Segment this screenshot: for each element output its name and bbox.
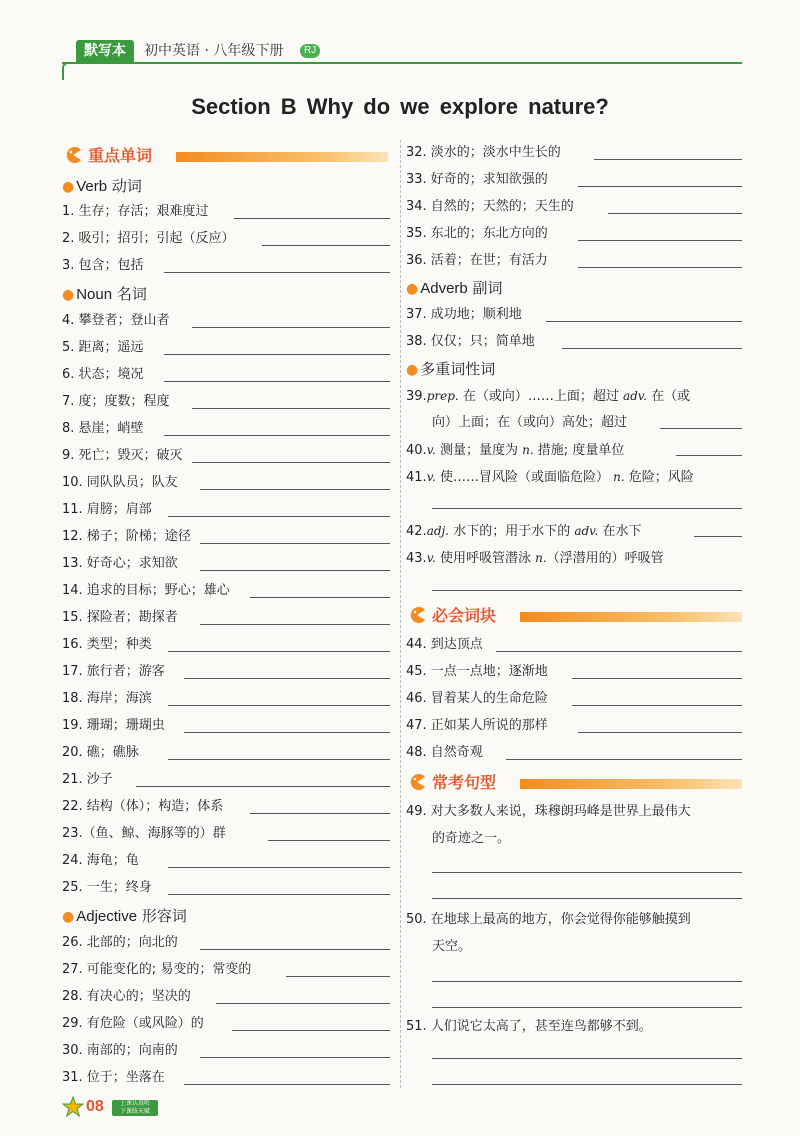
list-item: 2. 吸引；招引；引起（反应）: [62, 229, 390, 251]
subsection-multi: ● 多重词性词: [406, 360, 496, 378]
list-item: 31. 位于；坐落在: [62, 1068, 390, 1090]
answer-blank[interactable]: [578, 267, 742, 268]
answer-blank[interactable]: [432, 1007, 742, 1008]
answer-blank[interactable]: [232, 1030, 390, 1031]
list-item: 11. 肩膀；肩部: [62, 500, 390, 522]
item-51: 51. 人们说它太高了，甚至连鸟都够不到。: [406, 1019, 652, 1034]
answer-blank[interactable]: [168, 894, 390, 895]
item-43: 43.v. 使用呼吸管潜泳 n.（浮潜用的）呼吸管: [406, 551, 664, 566]
item-42: 42.adj. 水下的；用于水下的 adv. 在水下: [406, 524, 642, 539]
answer-blank[interactable]: [432, 1084, 742, 1085]
list-item: 48. 自然奇观: [406, 743, 742, 765]
list-item: 10. 同队队员；队友: [62, 473, 390, 495]
list-item: 12. 梯子；阶梯；途径: [62, 527, 390, 549]
answer-blank[interactable]: [164, 354, 390, 355]
list-item: 16. 类型；种类: [62, 635, 390, 657]
answer-blank[interactable]: [694, 536, 742, 537]
answer-blank[interactable]: [192, 462, 390, 463]
section-phrases: [408, 604, 742, 628]
list-item: 46. 冒着某人的生命危险: [406, 689, 742, 711]
list-item: 30. 南部的；向南的: [62, 1041, 390, 1063]
list-item: 14. 追求的目标；野心；雄心: [62, 581, 390, 603]
answer-blank[interactable]: [268, 840, 390, 841]
answer-blank[interactable]: [192, 327, 390, 328]
list-item: 4. 攀登者；登山者: [62, 311, 390, 333]
column-divider: [400, 140, 401, 1088]
answer-blank[interactable]: [136, 786, 390, 787]
list-item: 21. 沙子: [62, 770, 390, 792]
answer-blank[interactable]: [572, 678, 742, 679]
answer-blank[interactable]: [432, 1058, 742, 1059]
page-number: 08: [86, 1098, 104, 1115]
list-item: 23.（鱼、鲸、海豚等的）群: [62, 824, 390, 846]
answer-blank[interactable]: [432, 981, 742, 982]
list-item: 37. 成功地；顺利地: [406, 305, 742, 327]
answer-blank[interactable]: [676, 455, 742, 456]
answer-blank[interactable]: [200, 1057, 390, 1058]
answer-blank[interactable]: [168, 867, 390, 868]
bullet-icon: ●: [62, 909, 75, 925]
answer-blank[interactable]: [184, 678, 390, 679]
answer-blank[interactable]: [164, 272, 390, 273]
item-49-line2: 的奇迹之一。: [432, 831, 511, 846]
page-title: Section B Why do we explore nature?: [191, 94, 609, 119]
list-item: 32. 淡水的；淡水中生长的: [406, 143, 742, 165]
answer-blank[interactable]: [562, 348, 742, 349]
list-item: 3. 包含；包括: [62, 256, 390, 278]
answer-blank[interactable]: [168, 759, 390, 760]
item-50-line1: 50. 在地球上最高的地方，你会觉得你能够触摸到: [406, 912, 691, 927]
page-footer: [62, 1096, 172, 1122]
answer-blank[interactable]: [200, 489, 390, 490]
answer-blank[interactable]: [578, 732, 742, 733]
answer-blank[interactable]: [432, 872, 742, 873]
answer-blank[interactable]: [168, 516, 390, 517]
answer-blank[interactable]: [250, 813, 390, 814]
answer-blank[interactable]: [184, 732, 390, 733]
item-39-line1: 39.prep. 在（或向）……上面；超过 adv. 在（或: [406, 389, 691, 404]
answer-blank[interactable]: [200, 949, 390, 950]
subsection-adjective: ● Adjective 形容词: [62, 907, 187, 925]
answer-blank[interactable]: [496, 651, 742, 652]
answer-blank[interactable]: [262, 245, 390, 246]
pacman-icon: [408, 773, 426, 791]
list-item: 25. 一生；终身: [62, 878, 390, 900]
bullet-icon: ●: [406, 281, 419, 297]
answer-blank[interactable]: [660, 428, 742, 429]
answer-blank[interactable]: [200, 570, 390, 571]
answer-blank[interactable]: [432, 590, 742, 591]
header-rule: [62, 62, 742, 64]
answer-blank[interactable]: [234, 218, 390, 219]
list-item: 29. 有危险（或风险）的: [62, 1014, 390, 1036]
section-bar: [176, 152, 388, 162]
list-item: 9. 死亡；毁灭；破灭: [62, 446, 390, 468]
answer-blank[interactable]: [286, 976, 390, 977]
section-label: 常考句型: [432, 773, 497, 792]
header-title: 初中英语 · 八年级下册: [144, 43, 284, 59]
answer-blank[interactable]: [164, 381, 390, 382]
list-item: 18. 海岸；海滨: [62, 689, 390, 711]
item-40: 40.v. 测量；量度为 n. 措施; 度量单位: [406, 443, 625, 458]
section-key-words: [64, 144, 388, 168]
header-hook: [62, 62, 70, 80]
answer-blank[interactable]: [200, 543, 390, 544]
bullet-icon: ●: [62, 287, 75, 303]
list-item: 45. 一点一点地；逐渐地: [406, 662, 742, 684]
item-49-line1: 49. 对大多数人来说，珠穆朗玛峰是世界上最伟大: [406, 804, 691, 819]
list-item: 44. 到达顶点: [406, 635, 742, 657]
section-label: 必会词块: [432, 606, 497, 625]
list-item: 19. 珊瑚；珊瑚虫: [62, 716, 390, 738]
list-item: 22. 结构（体）；构造；体系: [62, 797, 390, 819]
answer-blank[interactable]: [168, 651, 390, 652]
item-50-line2: 天空。: [432, 939, 472, 954]
pacman-icon: [408, 606, 426, 624]
answer-blank[interactable]: [184, 1084, 390, 1085]
bullet-icon: ●: [406, 362, 419, 378]
answer-blank[interactable]: [168, 705, 390, 706]
section-bar: [520, 612, 742, 622]
subsection-adverb: ● Adverb 副词: [406, 279, 503, 297]
list-item: 38. 仅仅；只；简单地: [406, 332, 742, 354]
list-item: 7. 度；度数；程度: [62, 392, 390, 414]
answer-blank[interactable]: [506, 759, 742, 760]
section-sentences: [408, 771, 742, 795]
answer-blank[interactable]: [192, 408, 390, 409]
item-41: 41.v. 使……冒风险（或面临危险） n. 危险；风险: [406, 470, 694, 485]
list-item: 28. 有决心的；坚决的: [62, 987, 390, 1009]
header-tab: 默写本: [76, 40, 134, 62]
answer-blank[interactable]: [594, 159, 742, 160]
item-39-line2: 向）上面；在（或向）高处；超过: [432, 415, 628, 430]
page-header: [62, 36, 742, 66]
answer-blank[interactable]: [608, 213, 742, 214]
answer-blank[interactable]: [546, 321, 742, 322]
list-item: 35. 东北的；东北方向的: [406, 224, 742, 246]
list-item: 26. 北部的；向北的: [62, 933, 390, 955]
subsection-noun: ● Noun 名词: [62, 285, 147, 303]
list-item: 47. 正如某人所说的那样: [406, 716, 742, 738]
list-item: 8. 悬崖；峭壁: [62, 419, 390, 441]
answer-blank[interactable]: [572, 705, 742, 706]
answer-blank[interactable]: [432, 508, 742, 509]
footer-tag: 上课认真听 下课练天赋: [112, 1100, 158, 1116]
answer-blank[interactable]: [200, 624, 390, 625]
pacman-icon: [64, 146, 82, 164]
answer-blank[interactable]: [432, 898, 742, 899]
list-item: 15. 探险者；勘探者: [62, 608, 390, 630]
list-item: 17. 旅行者；游客: [62, 662, 390, 684]
answer-blank[interactable]: [216, 1003, 390, 1004]
star-icon: [62, 1096, 84, 1118]
list-item: 27. 可能变化的; 易变的；常变的: [62, 960, 390, 982]
subsection-verb: ● Verb 动词: [62, 177, 142, 195]
answer-blank[interactable]: [578, 240, 742, 241]
header-badge: RJ: [300, 44, 320, 58]
list-item: 20. 礁；礁脉: [62, 743, 390, 765]
list-item: 5. 距离；遥远: [62, 338, 390, 360]
list-item: 34. 自然的；天然的；天生的: [406, 197, 742, 219]
list-item: 13. 好奇心；求知欲: [62, 554, 390, 576]
list-item: 1. 生存；存活；艰难度过: [62, 202, 390, 224]
section-bar: [520, 779, 742, 789]
list-item: 6. 状态；境况: [62, 365, 390, 387]
answer-blank[interactable]: [164, 435, 390, 436]
answer-blank[interactable]: [578, 186, 742, 187]
list-item: 24. 海龟；龟: [62, 851, 390, 873]
answer-blank[interactable]: [250, 597, 390, 598]
bullet-icon: ●: [62, 179, 75, 195]
section-label: 重点单词: [88, 146, 153, 165]
list-item: 33. 好奇的；求知欲强的: [406, 170, 742, 192]
list-item: 36. 活着；在世；有活力: [406, 251, 742, 273]
